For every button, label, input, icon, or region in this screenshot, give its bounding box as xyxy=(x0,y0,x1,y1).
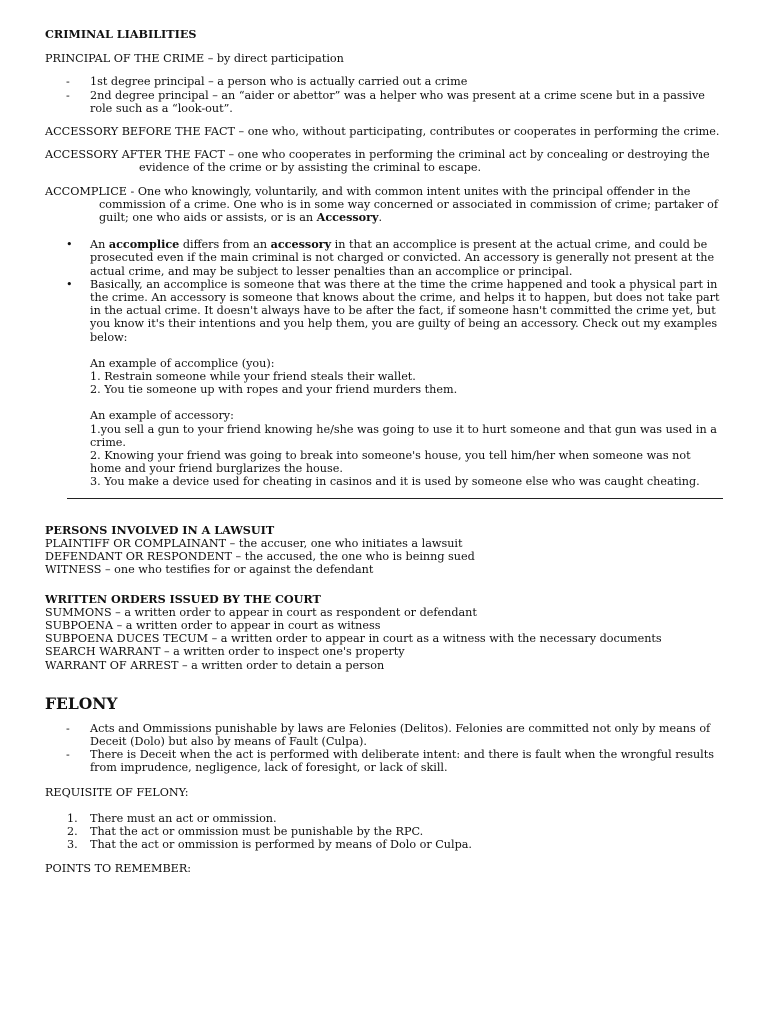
requisite-heading: REQUISITE OF FELONY: xyxy=(45,785,189,799)
accomplice-examples xyxy=(90,357,725,397)
felony-list xyxy=(45,722,725,775)
accomplice-definition-text: ACCOMPLICE - One who knowingly, voluntarily, and with common intent unites with the principal offender in the commission of a crime. One who is in some way concerned or associated in commission of crime; partaker of guilt; one who aids or assists, or is an xyxy=(45,184,719,225)
principals-list xyxy=(45,75,725,115)
examples-heading: An example of accomplice (you): xyxy=(90,356,275,370)
page-title: CRIMINAL LIABILITIES xyxy=(45,27,197,41)
accessory-before-definition: ACCESSORY BEFORE THE FACT – one who, without participating, contributes or cooperates in performing the crime. xyxy=(45,125,720,139)
text-run: differs from an xyxy=(179,238,271,252)
list-item xyxy=(45,838,725,851)
document-page xyxy=(45,28,725,876)
accomplice-definition-end: . xyxy=(378,211,383,225)
list-item: DEFENDANT OR RESPONDENT – the accused, the one who is beinng sued xyxy=(45,550,475,564)
example-item: 2. Knowing your friend was going to break into someone's house, you tell him/her when someone was not home and your friend burglarizes the house. xyxy=(90,449,691,476)
persons-section xyxy=(45,524,725,577)
accessory-examples xyxy=(90,409,725,488)
text-run: in that an accomplice is present at the actual crime, and could be prosecuted even if the main criminal is not charged or convicted. An accessory is generally not present at the actual crime, and may be subject to lesser penalties than an accomplice or principal. xyxy=(90,238,715,278)
list-item xyxy=(45,278,725,489)
text-run: An xyxy=(90,238,109,252)
list-item: SEARCH WARRANT – a written order to inspect one's property xyxy=(45,645,405,659)
accomplice-definition xyxy=(45,185,725,225)
section-heading: PERSONS INVOLVED IN A LAWSUIT xyxy=(45,522,275,537)
item-number: 1. xyxy=(67,811,78,825)
accessory-after-definition: ACCESSORY AFTER THE FACT – one who cooperates in performing the criminal act by concealing or destroying the evidence of the crime or by assisting the criminal to escape. xyxy=(45,148,710,175)
list-item xyxy=(45,825,725,838)
list-item: SUBPOENA DUCES TECUM – a written order to appear in court as a witness with the necessary documents xyxy=(45,632,662,646)
item-text: There must an act or ommission. xyxy=(90,811,277,825)
example-item: 1. Restrain someone while your friend steals their wallet. xyxy=(90,370,416,384)
principal-heading: PRINCIPAL OF THE CRIME – by direct participation xyxy=(45,52,344,66)
example-item: 2. You tie someone up with ropes and your friend murders them. xyxy=(90,383,458,397)
item-number: 3. xyxy=(67,838,78,852)
list-item: SUMMONS – a written order to appear in court as respondent or defendant xyxy=(45,605,477,619)
list-item: - There is Deceit when the act is performed with deliberate intent: and there is fault when the wrongful results from imprudence, negligence, lack of foresight, or lack of skill. xyxy=(45,748,725,774)
example-item: 1.you sell a gun to your friend knowing he/she was going to use it to hurt someone and that gun was used in a crime. xyxy=(90,422,717,449)
item-number: 2. xyxy=(67,824,78,838)
list-item xyxy=(45,812,725,825)
orders-section xyxy=(45,593,725,672)
list-item: WARRANT OF ARREST – a written order to detain a person xyxy=(45,658,385,672)
section-heading: WRITTEN ORDERS ISSUED BY THE COURT xyxy=(45,591,321,606)
item-text: That the act or ommission is performed by means of Dolo or Culpa. xyxy=(90,838,472,852)
list-item xyxy=(45,238,725,278)
example-item: 3. You make a device used for cheating in casinos and it is used by someone else who was caught cheating. xyxy=(90,475,700,489)
item-text: That the act or ommission must be punishable by the RPC. xyxy=(90,824,424,838)
accessory-term: Accessory xyxy=(316,210,379,225)
examples-heading: An example of accessory: xyxy=(90,409,234,423)
list-item: WITNESS – one who testifies for or against the defendant xyxy=(45,563,374,577)
points-heading: POINTS TO REMEMBER: xyxy=(45,862,192,876)
felony-heading: FELONY xyxy=(45,693,118,713)
comparison-list xyxy=(45,238,725,488)
accessory-term: accessory xyxy=(270,237,332,252)
explanation-text: • Basically, an accomplice is someone that was there at the time the crime happened and took a physical part in the crime. An accessory is someone that knows about the crime, and helps it to happen, but does not take part in the actual crime. It doesn't always have to be after the fact, if someone hasn't committed the crime yet, but you know it's their intentions and you help them, you are guilty of being an accessory. Check out my examples below: xyxy=(90,277,720,344)
list-item: - Acts and Ommissions punishable by laws are Felonies (Delitos). Felonies are committed not only by means of Deceit (Dolo) but also by means of Fault (Culpa). xyxy=(45,722,725,748)
list-item: PLAINTIFF OR COMPLAINANT – the accuser, one who initiates a lawsuit xyxy=(45,536,463,550)
section-divider xyxy=(67,498,723,499)
list-item: SUBPOENA – a written order to appear in court as witness xyxy=(45,618,381,632)
list-item: - 1st degree principal – a person who is actually carried out a crime xyxy=(45,75,725,88)
list-item: - 2nd degree principal – an “aider or abettor” was a helper who was present at a crime scene but in a passive role such as a “look-out”. xyxy=(45,89,725,115)
requisites-list xyxy=(45,812,725,852)
accomplice-term: accomplice xyxy=(108,237,180,252)
